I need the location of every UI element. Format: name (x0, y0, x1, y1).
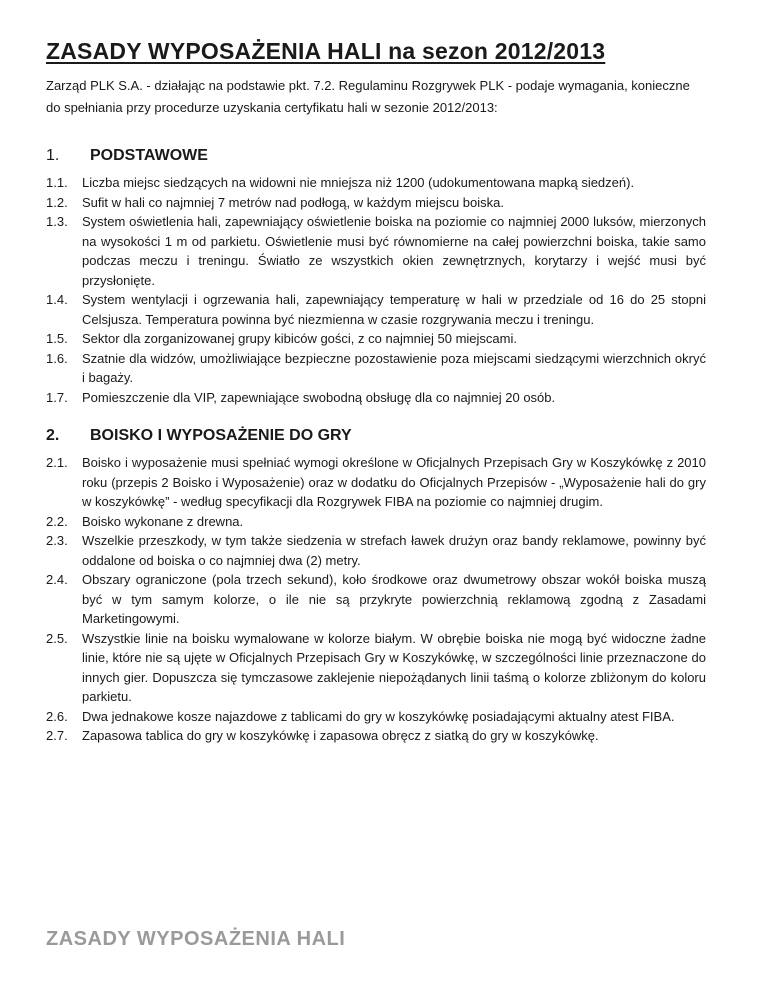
item-text: Szatnie dla widzów, umożliwiające bezpieczne pozostawienie poza miejscami siedzącymi wierzchnich okryć i bagaży. (82, 350, 706, 385)
list-item (46, 212, 706, 290)
item-text: Boisko i wyposażenie musi spełniać wymogi określone w Oficjalnych Przepisach Gry w Koszykówkę z 2010 roku (przepis 2 Boisko i Wyposażenie) oraz w dodatku do Oficjalnych Przepisów - „Wyposażenie hali do gry w koszykówkę” - według specyfikacji dla Rozgrywek FIBA na poziomie co najmniej drugim. (82, 455, 706, 509)
list-item (46, 329, 706, 349)
footer-title: ZASADY WYPOSAŻENIA HALI (46, 928, 346, 950)
item-text: Liczba miejsc siedzących na widowni nie mniejsza niż 1200 (udokumentowana mapką siedzeń). (82, 175, 635, 190)
item-number: 1.7. (46, 389, 68, 405)
list-item (46, 570, 706, 629)
list-item (46, 349, 706, 388)
item-number: 1.1. (46, 175, 68, 190)
section-title: PODSTAWOWE (90, 147, 208, 164)
list-item (46, 512, 706, 532)
item-number: 2.7. (46, 728, 68, 743)
item-text: Obszary ograniczone (pola trzech sekund), koło środkowe oraz dwumetrowy obszar wokół boiska muszą być w tym samym kolorze, o ile nie są przykryte powierzchnią reklamową zgodną z Zasadami Marketingowymi. (82, 572, 706, 626)
document-title: ZASADY WYPOSAŻENIA HALI na sezon 2012/2013 (46, 38, 606, 64)
list-item (46, 531, 706, 570)
section-number: 2. (46, 427, 60, 444)
list-item (46, 290, 706, 329)
item-number: 2.3. (46, 533, 68, 548)
section-items (46, 453, 706, 746)
item-number: 1.6. (46, 350, 68, 366)
item-text: Dwa jednakowe kosze najazdowe z tablicami do gry w koszykówkę posiadającymi aktualny atest FIBA. (82, 708, 675, 724)
item-number: 2.2. (46, 513, 68, 529)
item-number: 1.4. (46, 292, 68, 307)
item-text: Wszystkie linie na boisku wymalowane w kolorze białym. W obrębie boiska nie mogą być widoczne żadne linie, które nie są ujęte w Oficjalnych Przepisach Gry w Koszykówkę, w szczególności linie przeznaczone do innych gier. Dopuszcza się tymczasowe zaklejenie niepożądanych linii taśmą o kolorze zbliżonym do koloru parkietu. (82, 630, 706, 704)
section-number: 1. (46, 147, 60, 164)
list-item (46, 453, 706, 512)
item-number: 2.1. (46, 455, 68, 470)
section-items (46, 173, 706, 407)
item-text: Sufit w hali co najmniej 7 metrów nad podłogą, w każdym miejscu boiska. (82, 194, 504, 210)
list-item (46, 629, 706, 707)
section-title: BOISKO I WYPOSAŻENIE DO GRY (90, 427, 352, 444)
section-court-equipment (46, 425, 706, 746)
item-text: System oświetlenia hali, zapewniający oświetlenie boiska na poziomie co najmniej 2000 luksów, mierzonych na wysokości 1 m od parkietu. Oświetlenie musi być równomierne na całej powierzchni boiska, takie samo podczas meczu i treningu. Światło ze wszystkich okien zewnętrznych, korytarzy i wejść musi być przysłonięte. (82, 214, 706, 288)
list-item (46, 388, 706, 408)
list-item (46, 726, 706, 746)
item-text: Boisko wykonane z drewna. (82, 513, 244, 529)
item-number: 2.5. (46, 630, 68, 646)
item-text: Sektor dla zorganizowanej grupy kibiców gości, z co najmniej 50 miejscami. (82, 331, 517, 346)
item-number: 1.5. (46, 331, 68, 346)
item-number: 2.4. (46, 572, 68, 587)
list-item (46, 707, 706, 727)
item-text: Wszelkie przeszkody, w tym także siedzenia w strefach ławek drużyn oraz bandy reklamowe, powinny być oddalone od boiska o co najmniej dwa (2) metry. (82, 533, 706, 568)
item-number: 1.3. (46, 214, 68, 229)
item-number: 1.2. (46, 194, 68, 210)
document-intro: Zarząd PLK S.A. - działając na podstawie pkt. 7.2. Regulaminu Rozgrywek PLK - podaje wymagania, konieczne do spełniania przy procedurze uzyskania certyfikatu hali w sezonie 2012/2013: (46, 78, 690, 115)
section-heading (46, 425, 706, 447)
item-text: Zapasowa tablica do gry w koszykówkę i zapasowa obręcz z siatką do gry w koszykówkę. (82, 728, 599, 743)
section-basic (46, 145, 706, 407)
item-number: 2.6. (46, 708, 68, 724)
list-item (46, 193, 706, 213)
list-item (46, 173, 706, 193)
item-text: Pomieszczenie dla VIP, zapewniające swobodną obsługę dla co najmniej 20 osób. (82, 389, 556, 405)
section-heading (46, 145, 706, 167)
item-text: System wentylacji i ogrzewania hali, zapewniający temperaturę w hali w przedziale od 16 do 25 stopni Celsjusza. Temperatura powinna być niezmienna w czasie rozgrywania meczu i treningu. (82, 292, 706, 327)
